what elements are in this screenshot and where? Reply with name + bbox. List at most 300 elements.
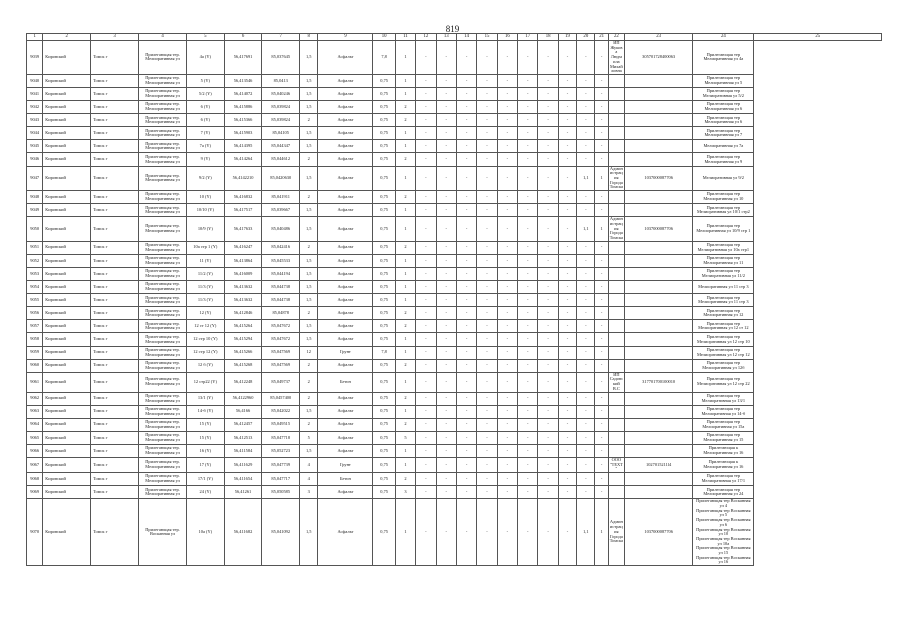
col-18: -	[518, 281, 538, 294]
row-id: 9067	[27, 458, 43, 473]
col-15: -	[456, 431, 476, 444]
table-row	[27, 140, 882, 153]
col-17: -	[497, 217, 517, 242]
col-13: -	[416, 74, 436, 87]
table-row	[27, 281, 882, 294]
table-row	[27, 372, 882, 392]
col-19: -	[538, 114, 558, 127]
col-17: -	[497, 294, 517, 307]
longitude: 85,037645	[262, 41, 300, 75]
col-21: -	[577, 486, 595, 499]
col-18: -	[518, 267, 538, 280]
col-19: -	[538, 372, 558, 392]
city: Томск г	[91, 405, 139, 418]
table-row	[27, 254, 882, 267]
col-16: -	[477, 458, 497, 473]
longitude: 85,040246	[262, 88, 300, 101]
col-17: -	[497, 127, 517, 140]
col-12: 2	[395, 392, 415, 405]
registration-number	[625, 204, 693, 217]
note: Прилегающая тер Мелиоративная ул 11	[693, 254, 754, 267]
col-13: -	[416, 372, 436, 392]
col-18: -	[518, 486, 538, 499]
street: Прилегающая тер. Мелиоративная ул	[139, 88, 187, 101]
latitude: 56,417691	[224, 41, 262, 75]
city: Томск г	[91, 307, 139, 320]
col-13: -	[416, 88, 436, 101]
col-22: -	[595, 153, 608, 166]
col-12: 1	[395, 254, 415, 267]
col-12: 2	[395, 101, 415, 114]
col-19: -	[538, 254, 558, 267]
organization: ООО "ТЕХТ"	[609, 457, 623, 472]
column-number-row	[27, 34, 882, 41]
col-16: -	[477, 101, 497, 114]
row-id: 9053	[27, 267, 43, 280]
col-16: -	[477, 444, 497, 457]
col-19: -	[538, 473, 558, 486]
surface-type: Асфальт	[318, 307, 373, 320]
col-20: -	[558, 486, 576, 499]
area: 2	[300, 392, 318, 405]
surface-type: Асфальт	[318, 217, 373, 242]
organization: ИП Жукова Людмила Михайловна	[610, 40, 623, 74]
district: Кировский	[43, 204, 91, 217]
registration-number	[625, 241, 693, 254]
col-15: -	[456, 217, 476, 242]
latitude: 56,411629	[224, 458, 262, 473]
col-15: -	[456, 333, 476, 346]
col-18: -	[518, 458, 538, 473]
city: Томск г	[91, 359, 139, 372]
col-17: -	[497, 74, 517, 87]
registration-number	[625, 418, 693, 431]
city: Томск г	[91, 88, 139, 101]
col-15: -	[456, 140, 476, 153]
col-16: -	[477, 267, 497, 280]
col-17: -	[497, 372, 517, 392]
col-18: -	[518, 418, 538, 431]
col-22: -	[595, 392, 608, 405]
col-16: -	[477, 431, 497, 444]
col-11: 7,8	[373, 41, 395, 75]
organization	[608, 294, 624, 307]
col-18: -	[518, 499, 538, 566]
registration-number	[625, 307, 693, 320]
row-id: 9058	[27, 333, 43, 346]
row-id: 9048	[27, 191, 43, 204]
row-id: 9051	[27, 241, 43, 254]
address: 12 (Y)	[186, 307, 224, 320]
organization	[608, 392, 624, 405]
col-20: -	[558, 431, 576, 444]
row-id: 9050	[27, 217, 43, 242]
col-18: -	[518, 405, 538, 418]
col-14: -	[436, 499, 456, 566]
col-21: -	[577, 473, 595, 486]
col-12: 2	[395, 153, 415, 166]
col-19: -	[538, 499, 558, 566]
latitude: 56,415886	[224, 101, 262, 114]
area: 1,5	[300, 281, 318, 294]
col-17: -	[497, 458, 517, 473]
col-20: -	[558, 281, 576, 294]
col-21: -	[577, 333, 595, 346]
col-18: -	[518, 294, 538, 307]
address: 4а (Y)	[186, 41, 224, 75]
col-21: -	[577, 153, 595, 166]
organization	[608, 204, 624, 217]
district: Кировский	[43, 392, 91, 405]
col-22: -	[595, 127, 608, 140]
area: 4	[300, 473, 318, 486]
row-id: 9062	[27, 392, 43, 405]
col-19: -	[538, 153, 558, 166]
table-row	[27, 418, 882, 431]
registry-table-body	[27, 34, 882, 566]
address: 5/2 (Y)	[186, 88, 224, 101]
area: 1,5	[300, 204, 318, 217]
col-20: -	[558, 359, 576, 372]
col-21: -	[577, 101, 595, 114]
registration-number	[625, 88, 693, 101]
table-row	[27, 333, 882, 346]
note: Прилегающая тер Мелиоративная ул 12	[693, 307, 754, 320]
col-11: 0,75	[373, 153, 395, 166]
col-11: 0,75	[373, 267, 395, 280]
col-20: -	[558, 267, 576, 280]
col-16: -	[477, 204, 497, 217]
col-11: 0,75	[373, 431, 395, 444]
col-21: -	[577, 191, 595, 204]
col-11: 0,75	[373, 372, 395, 392]
city: Томск г	[91, 372, 139, 392]
col-17: -	[497, 333, 517, 346]
col-11: 0,75	[373, 333, 395, 346]
longitude: 85,04878	[262, 307, 300, 320]
district: Кировский	[43, 320, 91, 333]
row-id: 9065	[27, 431, 43, 444]
note: Прилегающая тер Мелиоративная ул 13/1	[693, 392, 754, 405]
column-number-15: 15	[477, 34, 497, 41]
longitude: 85,047718	[262, 431, 300, 444]
col-20: -	[558, 153, 576, 166]
longitude: 85,04105	[262, 127, 300, 140]
longitude: 85,042022	[262, 405, 300, 418]
longitude: 85,0413	[262, 74, 300, 87]
street: Прилегающая тер. Мелиоративная ул	[139, 431, 187, 444]
address: 7 (Y)	[186, 127, 224, 140]
organization	[608, 486, 624, 499]
address: 15 (Y)	[186, 431, 224, 444]
col-22: -	[595, 101, 608, 114]
col-14: -	[436, 41, 456, 75]
street: Прилегающая тер. Мелиоративная ул	[139, 267, 187, 280]
col-12: 2	[395, 191, 415, 204]
col-17: -	[497, 254, 517, 267]
area: 1,5	[300, 254, 318, 267]
col-19: -	[538, 127, 558, 140]
column-number-23: 23	[625, 34, 693, 41]
latitude: 56,416247	[224, 241, 262, 254]
col-12: 2	[395, 359, 415, 372]
col-20: -	[558, 204, 576, 217]
address: 12 стр 10 (Y)	[186, 333, 224, 346]
col-19: -	[538, 486, 558, 499]
col-16: -	[477, 418, 497, 431]
area: 1,5	[300, 101, 318, 114]
city: Томск г	[91, 204, 139, 217]
note: Прилегающая тер Мелиоративная ул 12б	[693, 359, 754, 372]
row-id: 9056	[27, 307, 43, 320]
surface-type: Асфальт	[318, 267, 373, 280]
row-id: 9046	[27, 153, 43, 166]
note-line: Прилегающая тер Восканная ул 6	[696, 517, 751, 527]
col-21: -	[577, 241, 595, 254]
city: Томск г	[91, 127, 139, 140]
col-18: -	[518, 372, 538, 392]
col-15: -	[456, 307, 476, 320]
registration-number: 317701700100010	[625, 372, 693, 392]
col-13: -	[416, 346, 436, 359]
latitude: 56,4122960	[224, 392, 262, 405]
col-11: 0,75	[373, 320, 395, 333]
address: 17 (Y)	[186, 458, 224, 473]
col-20: -	[558, 88, 576, 101]
col-13: -	[416, 191, 436, 204]
registration-number	[625, 281, 693, 294]
surface-type: Асфальт	[318, 74, 373, 87]
note: Прилегающая к Мелиоративная ул 16	[693, 458, 754, 473]
longitude: 85,047569	[262, 359, 300, 372]
longitude: 85,041911	[262, 191, 300, 204]
col-16: -	[477, 359, 497, 372]
col-19: -	[538, 140, 558, 153]
col-17: -	[497, 241, 517, 254]
row-id: 9055	[27, 294, 43, 307]
col-15: -	[456, 127, 476, 140]
col-12: 2	[395, 241, 415, 254]
col-15: -	[456, 418, 476, 431]
col-11: 0,75	[373, 499, 395, 566]
row-id: 9066	[27, 444, 43, 457]
col-16: -	[477, 114, 497, 127]
district: Кировский	[43, 372, 91, 392]
note: Прилегающая к Мелиоративная ул 16	[693, 444, 754, 457]
registration-number	[625, 320, 693, 333]
latitude: 56,413632	[224, 281, 262, 294]
registration-number	[625, 127, 693, 140]
street: Прилегающая тер. Мелиоративная ул	[139, 101, 187, 114]
col-16: -	[477, 486, 497, 499]
longitude: 85,041092	[262, 499, 300, 566]
district: Кировский	[43, 153, 91, 166]
col-19: -	[538, 281, 558, 294]
address: 10 (Y)	[186, 191, 224, 204]
area: 1,5	[300, 499, 318, 566]
registration-number	[625, 346, 693, 359]
col-21: -	[577, 392, 595, 405]
col-15: -	[456, 254, 476, 267]
street: Прилегающая тер. Мелиоративная ул	[139, 127, 187, 140]
col-15: -	[456, 320, 476, 333]
row-id: 9059	[27, 346, 43, 359]
col-18: -	[518, 153, 538, 166]
latitude: 56,413864	[224, 254, 262, 267]
col-20: -	[558, 191, 576, 204]
area: 1,5	[300, 166, 318, 191]
address: 16 (Y)	[186, 444, 224, 457]
latitude: 56,412457	[224, 418, 262, 431]
col-14: -	[436, 114, 456, 127]
col-18: -	[518, 444, 538, 457]
registration-number	[625, 153, 693, 166]
district: Кировский	[43, 418, 91, 431]
col-14: -	[436, 281, 456, 294]
column-number-3: 3	[91, 34, 139, 41]
table-row	[27, 101, 882, 114]
district: Кировский	[43, 486, 91, 499]
district: Кировский	[43, 217, 91, 242]
district: Кировский	[43, 499, 91, 566]
col-14: -	[436, 254, 456, 267]
address: 6 (Y)	[186, 101, 224, 114]
col-18: -	[518, 101, 538, 114]
col-11: 0,75	[373, 486, 395, 499]
col-20: -	[558, 127, 576, 140]
col-20: -	[558, 346, 576, 359]
address: 12 стр22 (Y)	[186, 372, 224, 392]
col-16: -	[477, 405, 497, 418]
latitude: 56,41261	[224, 486, 262, 499]
col-16: -	[477, 392, 497, 405]
note: Прилегающая тер Мелиоративная ул 10а стр1	[693, 241, 754, 254]
district: Кировский	[43, 166, 91, 191]
street: Прилегающая тер. Мелиоративная ул	[139, 392, 187, 405]
note-line: Прилегающая тер Восканная ул 15	[696, 545, 751, 556]
col-19: -	[538, 294, 558, 307]
surface-type: Асфальт	[318, 444, 373, 457]
col-11: 0,75	[373, 166, 395, 191]
district: Кировский	[43, 444, 91, 457]
col-16: -	[477, 333, 497, 346]
col-18: -	[518, 346, 538, 359]
district: Кировский	[43, 281, 91, 294]
area: 2	[300, 359, 318, 372]
col-20: -	[558, 473, 576, 486]
longitude: 85,047739	[262, 458, 300, 473]
surface-type: Асфальт	[318, 431, 373, 444]
city: Томск г	[91, 166, 139, 191]
col-19: -	[538, 267, 558, 280]
col-15: -	[456, 405, 476, 418]
latitude: 56,411584	[224, 444, 262, 457]
registration-number	[625, 191, 693, 204]
surface-type: Асфальт	[318, 204, 373, 217]
col-22: -	[595, 114, 608, 127]
col-17: -	[497, 359, 517, 372]
col-12: 1	[395, 166, 415, 191]
city: Томск г	[91, 254, 139, 267]
longitude: 85,050585	[262, 486, 300, 499]
col-15: -	[456, 499, 476, 566]
col-17: -	[497, 204, 517, 217]
column-number-17: 17	[518, 34, 538, 41]
table-row	[27, 473, 882, 486]
surface-type: Асфальт	[318, 499, 373, 566]
surface-type: Асфальт	[318, 191, 373, 204]
col-14: -	[436, 392, 456, 405]
area: 4	[300, 458, 318, 473]
organization	[608, 153, 624, 166]
col-22: 1	[595, 166, 608, 191]
area: 2	[300, 307, 318, 320]
col-19: -	[538, 88, 558, 101]
col-15: -	[456, 281, 476, 294]
city: Томск г	[91, 281, 139, 294]
organization	[608, 320, 624, 333]
col-13: -	[416, 431, 436, 444]
street: Прилегающая тер. Мелиоративная ул	[139, 405, 187, 418]
col-12: 1	[395, 127, 415, 140]
longitude: 85,044194	[262, 267, 300, 280]
registration-number	[625, 74, 693, 87]
row-id: 9054	[27, 281, 43, 294]
col-18: -	[518, 241, 538, 254]
col-20: -	[558, 294, 576, 307]
col-14: -	[436, 204, 456, 217]
district: Кировский	[43, 254, 91, 267]
col-12: 2	[395, 114, 415, 127]
col-22: -	[595, 191, 608, 204]
table-row	[27, 346, 882, 359]
col-17: -	[497, 392, 517, 405]
col-16: -	[477, 241, 497, 254]
col-20: -	[558, 405, 576, 418]
col-17: -	[497, 140, 517, 153]
latitude: 56,411654	[224, 473, 262, 486]
col-14: -	[436, 166, 456, 191]
area: 1,5	[300, 217, 318, 242]
city: Томск г	[91, 267, 139, 280]
surface-type: Асфальт	[318, 140, 373, 153]
col-11: 0,75	[373, 204, 395, 217]
district: Кировский	[43, 294, 91, 307]
area: 2	[300, 114, 318, 127]
area: 5	[300, 431, 318, 444]
registration-number	[625, 254, 693, 267]
col-21: -	[577, 127, 595, 140]
longitude: 85,044738	[262, 294, 300, 307]
col-20: -	[558, 392, 576, 405]
col-17: -	[497, 101, 517, 114]
note: Прилегающая тер Мелиоративная ул 15	[693, 431, 754, 444]
city: Томск г	[91, 444, 139, 457]
col-13: -	[416, 418, 436, 431]
col-11: 0,75	[373, 101, 395, 114]
col-16: -	[477, 217, 497, 242]
col-13: -	[416, 473, 436, 486]
note-line: Прилегающая тер Восканная ул 16	[696, 554, 751, 565]
table-row	[27, 127, 882, 140]
street: Прилегающая тер. Мелиоративная ул	[139, 372, 187, 392]
registration-number	[625, 431, 693, 444]
street: Прилегающая тер. Мелиоративная ул	[139, 217, 187, 242]
address: 12 ст 12 (Y)	[186, 320, 224, 333]
col-16: -	[477, 166, 497, 191]
col-15: -	[456, 166, 476, 191]
latitude: 56,415266	[224, 346, 262, 359]
